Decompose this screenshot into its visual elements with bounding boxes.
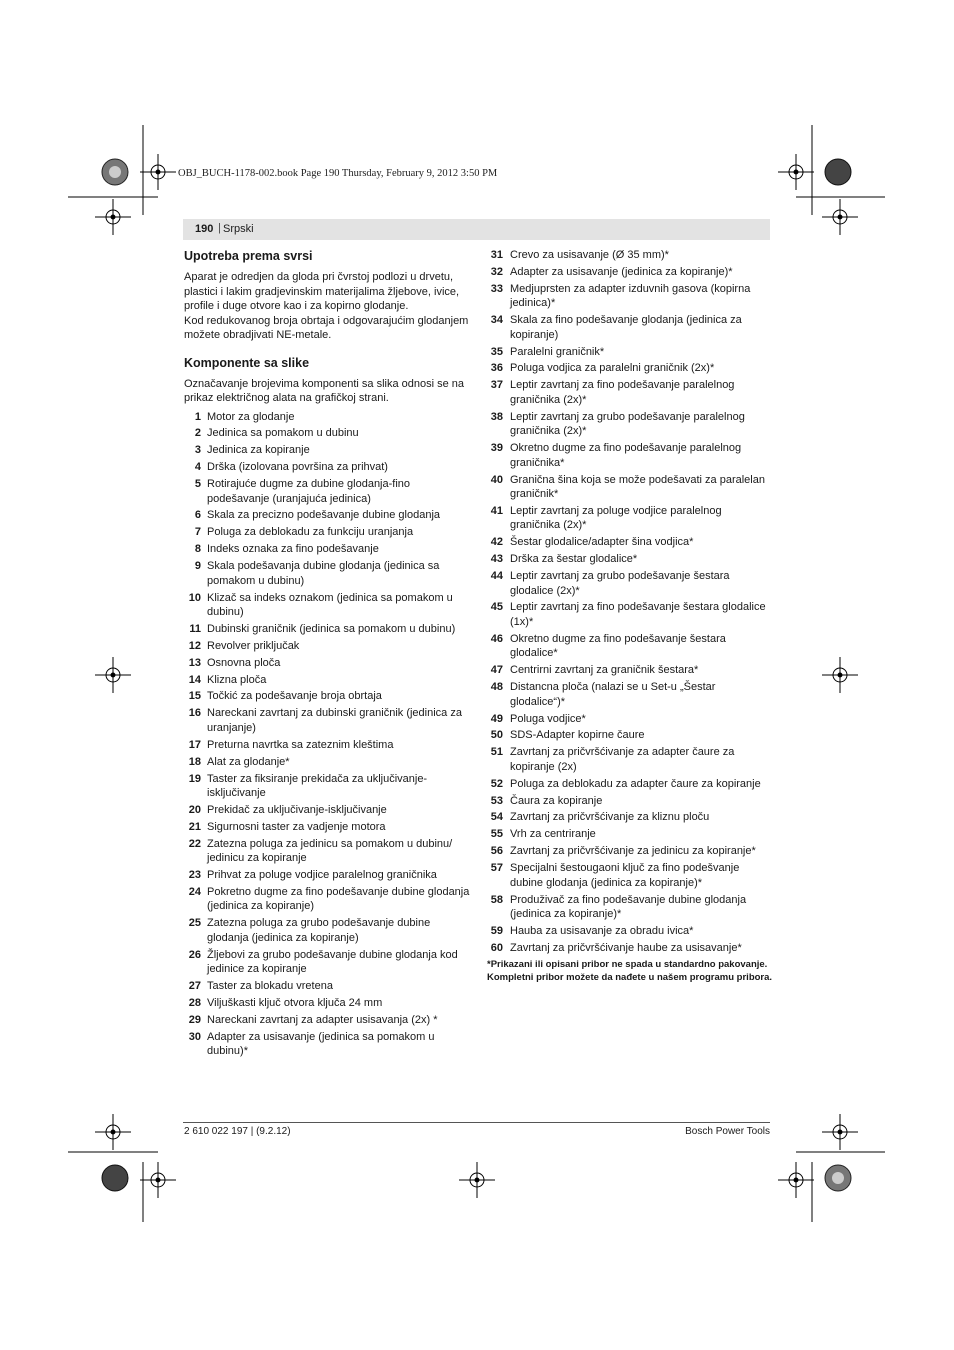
item-number: 20 (188, 803, 201, 816)
item-number: 17 (188, 738, 201, 751)
list-item (184, 885, 470, 914)
item-text: Leptir zavrtanj za poluge vodjice paralelnog graničnika (2x)* (510, 504, 722, 532)
component-list-right (487, 248, 773, 955)
item-text: Poluga vodjica za paralelni graničnik (2x)* (510, 362, 715, 375)
list-item (184, 656, 470, 671)
list-item (487, 282, 773, 311)
item-number: 29 (188, 1013, 201, 1026)
item-text: Jedinica za kopiranje (207, 444, 310, 457)
item-text: Čaura za kopiranje (510, 794, 603, 807)
registration-target-icon (95, 1114, 131, 1150)
registration-target-icon (140, 1162, 176, 1198)
item-number: 3 (194, 444, 201, 457)
item-number: 13 (188, 656, 201, 669)
list-item (487, 265, 773, 280)
item-number: 47 (490, 664, 503, 677)
item-number: 24 (188, 885, 201, 898)
item-number: 1 (194, 410, 201, 423)
item-text: Okretno dugme za fino podešavanje šestara glodalice* (510, 632, 726, 660)
item-text: Motor za glodanje (207, 410, 295, 423)
item-number: 27 (188, 980, 201, 993)
item-text: Okretno dugme za fino podešavanje paralelnog graničnika* (510, 442, 742, 469)
item-number: 32 (490, 265, 503, 278)
item-number: 18 (188, 755, 201, 768)
item-text: Prekidač za uključivanje-isključivanje (207, 803, 387, 816)
print-header: OBJ_BUCH-1178-002.book Page 190 Thursday, February 9, 2012 3:50 PM (178, 168, 498, 179)
list-item (184, 1013, 470, 1028)
list-item (487, 600, 773, 629)
item-text: Prihvat za poluge vodjice paralelnog graničnika (207, 869, 437, 882)
item-text: Preturna navrtka sa zateznim kleštima (207, 738, 394, 751)
list-item (184, 1030, 470, 1059)
list-item (487, 827, 773, 842)
list-item (184, 803, 470, 818)
item-number: 57 (490, 862, 503, 875)
item-number: 4 (194, 461, 201, 474)
item-number: 36 (490, 362, 503, 375)
list-item (184, 443, 470, 458)
item-number: 31 (490, 249, 503, 261)
item-text: Zatezna poluga za grubo podešavanje dubine glodanja (jedinica za kopiranje) (207, 917, 431, 944)
item-number: 46 (490, 632, 503, 645)
list-item (487, 535, 773, 550)
list-item (487, 941, 773, 956)
item-text: Vrh za centriranje (510, 828, 596, 841)
item-number: 56 (490, 845, 503, 858)
item-text: Granična šina koja se može podešavati za paralelan graničnik* (510, 473, 765, 501)
item-text: Klizna ploča (207, 673, 267, 686)
list-item (184, 673, 470, 688)
item-text: Šestar glodalice/adapter šina vodjica* (510, 536, 694, 549)
list-item (184, 639, 470, 654)
item-number: 11 (189, 622, 201, 635)
list-item (184, 738, 470, 753)
star-target-icon (825, 1165, 851, 1191)
item-number: 33 (490, 282, 503, 295)
item-number: 12 (188, 639, 201, 652)
list-item (184, 837, 470, 866)
intended-use-title: Upotreba prema svrsi (184, 249, 313, 263)
item-number: 39 (490, 442, 503, 455)
list-item (487, 569, 773, 598)
list-item (487, 410, 773, 439)
list-item (487, 552, 773, 567)
item-text: Adapter za usisavanje (jedinica za kopiranje)* (510, 265, 733, 278)
item-text: Žljebovi za grubo podešavanje dubine glodanja kod jedinice za kopiranje (207, 948, 458, 976)
list-item (487, 248, 773, 263)
registration-target-icon (778, 154, 814, 190)
list-item (487, 663, 773, 678)
list-item (487, 844, 773, 859)
footer-doc-number: 2 610 022 197 | (9.2.12) (184, 1126, 291, 1137)
item-text: Revolver priključak (207, 639, 300, 652)
item-text: Zavrtanj za pričvršćivanje za adapter čaure za kopiranje (2x) (510, 746, 735, 773)
registration-target-icon (95, 199, 131, 235)
item-text: Pokretno dugme za fino podešavanje dubine glodanja (jedinica za kopiranje) (207, 885, 470, 913)
item-text: Poluga za deblokadu za adapter čaure za kopiranje (510, 777, 761, 790)
item-text: Viljuškasti ključ otvora ključa 24 mm (207, 997, 383, 1010)
item-text: Paralelni graničnik* (510, 345, 605, 358)
item-text: Produživač za fino podešavanje dubine glodanja (jedinica za kopiranje)* (510, 893, 747, 921)
accessory-note-2: Kompletni pribor možete da nađete u našem programu pribora. (487, 971, 773, 983)
item-text: Taster za blokadu vretena (207, 980, 333, 993)
list-item (184, 996, 470, 1011)
item-number: 52 (490, 777, 503, 790)
list-item (184, 948, 470, 977)
list-item (487, 378, 773, 407)
components-intro: Označavanje brojevima komponenti sa slika odnosi se na prikaz električnog alata na grafičkoj strani. (184, 377, 465, 404)
item-text: Alat za glodanje* (207, 755, 290, 768)
item-text: Poluga vodjice* (510, 712, 586, 725)
item-number: 34 (490, 314, 503, 327)
list-item (487, 680, 773, 709)
list-item (184, 477, 470, 506)
star-target-icon (825, 159, 851, 185)
item-number: 26 (188, 948, 201, 961)
item-text: Zavrtanj za pričvršćivanje za kliznu ploču (510, 811, 710, 824)
list-item (184, 979, 470, 994)
item-text: Drška za šestar glodalice* (510, 553, 638, 566)
list-item (184, 689, 470, 704)
item-text: Hauba za usisavanje za obradu ivica* (510, 924, 694, 937)
header-language: Srpski (223, 223, 254, 235)
item-number: 10 (188, 591, 201, 604)
item-number: 2 (194, 427, 201, 440)
item-text: Rotirajuće dugme za dubine glodanja-fino podešavanje (uranjajuća jedinica) (207, 478, 411, 505)
item-number: 25 (188, 917, 201, 930)
item-number: 5 (194, 478, 201, 491)
item-text: Dubinski graničnik (jedinica sa pomakom u dubinu) (207, 622, 456, 635)
item-number: 43 (490, 553, 503, 566)
list-item (487, 745, 773, 774)
list-item (184, 622, 470, 637)
item-number: 21 (188, 820, 201, 833)
item-text: Taster za fiksiranje prekidača za uključivanje-isključivanje (207, 772, 428, 800)
item-number: 9 (194, 560, 201, 573)
list-item (487, 893, 773, 922)
item-number: 58 (490, 893, 503, 906)
list-item (184, 508, 470, 523)
item-text: Centrirni zavrtanj za graničnik šestara* (510, 664, 699, 677)
list-item (487, 728, 773, 743)
footer-rule (183, 1122, 770, 1123)
item-text: Klizač sa indeks oznakom (jedinica sa pomakom u dubinu) (207, 591, 453, 619)
item-number: 35 (490, 345, 503, 358)
list-item (487, 794, 773, 809)
item-text: Točkić za podešavanje broja obrtaja (207, 690, 382, 703)
item-number: 45 (490, 601, 503, 614)
item-number: 23 (188, 869, 201, 882)
item-text: Osnovna ploča (207, 656, 281, 669)
item-number: 38 (490, 410, 503, 423)
list-item (184, 591, 470, 620)
item-number: 44 (490, 570, 503, 583)
page-header (183, 219, 770, 240)
item-text: Nareckani zavrtanj za adapter usisavanja (2x) * (207, 1013, 438, 1026)
item-number: 28 (188, 997, 201, 1010)
item-text: Leptir zavrtanj za grubo podešavanje šestara glodalice (2x)* (510, 570, 730, 597)
list-item (184, 525, 470, 540)
list-item (487, 345, 773, 360)
item-number: 8 (194, 543, 201, 556)
left-column (184, 248, 470, 1061)
item-text: Zavrtanj za pričvršćivanje haube za usisavanje* (510, 941, 742, 954)
list-item (184, 460, 470, 475)
registration-target-icon (778, 1162, 814, 1198)
registration-target-icon (822, 657, 858, 693)
item-text: Specijalni šestougaoni ključ za fino podešvanje dubine glodanja (jedinica za kopiranje)* (510, 862, 740, 889)
item-number: 30 (188, 1030, 201, 1043)
item-text: Sigurnosni taster za vadjenje motora (207, 820, 386, 833)
registration-target-icon (140, 154, 176, 190)
header-separator: | (218, 222, 221, 234)
list-item (487, 361, 773, 376)
item-number: 51 (490, 746, 503, 759)
item-text: Crevo za usisavanje (Ø 35 mm)* (510, 249, 669, 261)
list-item (487, 712, 773, 727)
item-number: 50 (490, 729, 503, 742)
intended-use-paragraph-1: Aparat je odredjen da gloda pri čvrstoj podlozi u drvetu, plastici i lakim gradjevinskim materijalima žljebove, ivice, profile i duge otvore kao i za kopirno glodanje. (184, 271, 460, 312)
item-number: 22 (188, 837, 201, 850)
item-number: 6 (194, 509, 201, 522)
list-item (487, 924, 773, 939)
component-list-left (184, 410, 470, 1059)
list-item (184, 755, 470, 770)
list-item (487, 777, 773, 792)
page-number: 190 (195, 223, 214, 235)
list-item (184, 916, 470, 945)
item-text: Skala za precizno podešavanje dubine glodanja (207, 509, 441, 522)
item-text: Poluga za deblokadu za funkciju uranjanja (207, 526, 414, 539)
list-item (184, 542, 470, 557)
item-text: Nareckani zavrtanj za dubinski graničnik (jedinica za uranjanje) (207, 707, 462, 734)
list-item (487, 632, 773, 661)
list-item (184, 559, 470, 588)
list-item (184, 706, 470, 735)
list-item (184, 868, 470, 883)
star-target-icon (102, 1165, 128, 1191)
item-text: Drška (izolovana površina za prihvat) (207, 461, 388, 474)
list-item (487, 810, 773, 825)
item-text: Skala za fino podešavanje glodanja (jedinica za kopiranje) (510, 314, 742, 341)
list-item (487, 861, 773, 890)
item-text: SDS-Adapter kopirne čaure (510, 729, 645, 742)
item-text: Leptir zavrtanj za fino podešavanje šestara glodalice (1x)* (510, 601, 766, 628)
item-text: Adapter za usisavanje (jedinica sa pomakom u dubinu)* (207, 1030, 435, 1058)
item-number: 19 (188, 772, 201, 785)
right-column (487, 248, 773, 984)
intended-use-paragraph-2: Kod redukovanog broja obrtaja i odgovarajućim glodanjem možete obradjivati NE-metale. (184, 314, 469, 341)
item-number: 60 (490, 941, 503, 954)
item-number: 42 (490, 536, 503, 549)
list-item (487, 313, 773, 342)
list-item (487, 473, 773, 502)
registration-target-icon (95, 657, 131, 693)
accessory-note-1: *Prikazani ili opisani pribor ne spada u standardno pakovanje. (487, 958, 768, 970)
item-text: Zatezna poluga za jedinicu sa pomakom u dubinu/ jedinicu za kopiranje (207, 837, 453, 865)
item-text: Zavrtanj za pričvršćivanje za jedinicu za kopiranje* (510, 845, 756, 858)
item-text: Jedinica sa pomakom u dubinu (207, 427, 359, 440)
item-number: 15 (188, 690, 201, 703)
list-item (487, 504, 773, 533)
item-text: Distancna ploča (nalazi se u Set-u „Šestar glodalice“)* (510, 681, 716, 708)
item-text: Medjuprsten za adapter izduvnih gasova (kopirna jedinica)* (510, 282, 751, 310)
item-number: 41 (490, 504, 503, 517)
item-text: Skala podešavanja dubine glodanja (jedinica sa pomakom u dubinu) (207, 560, 440, 587)
item-number: 14 (188, 673, 201, 686)
item-text: Indeks oznaka za fino podešavanje (207, 543, 379, 556)
item-number: 53 (490, 794, 503, 807)
item-number: 55 (490, 828, 503, 841)
list-item (184, 772, 470, 801)
item-number: 49 (490, 712, 503, 725)
list-item (184, 426, 470, 441)
item-number: 37 (490, 379, 503, 392)
item-number: 16 (188, 707, 201, 720)
item-number: 59 (490, 924, 503, 937)
components-title: Komponente sa slike (184, 355, 310, 370)
registration-target-icon (822, 1114, 858, 1150)
item-number: 7 (194, 526, 201, 539)
list-item (487, 441, 773, 470)
item-number: 40 (490, 473, 503, 486)
item-number: 48 (490, 681, 503, 694)
list-item (184, 820, 470, 835)
star-target-icon (102, 159, 128, 185)
footer-brand: Bosch Power Tools (685, 1126, 770, 1137)
registration-target-icon (822, 199, 858, 235)
item-number: 54 (490, 811, 503, 824)
list-item (184, 410, 470, 425)
item-text: Leptir zavrtanj za fino podešavanje paralelnog graničnika (2x)* (510, 379, 735, 406)
registration-target-icon (459, 1162, 495, 1198)
item-text: Leptir zavrtanj za grubo podešavanje paralelnog graničnika (2x)* (510, 410, 745, 438)
